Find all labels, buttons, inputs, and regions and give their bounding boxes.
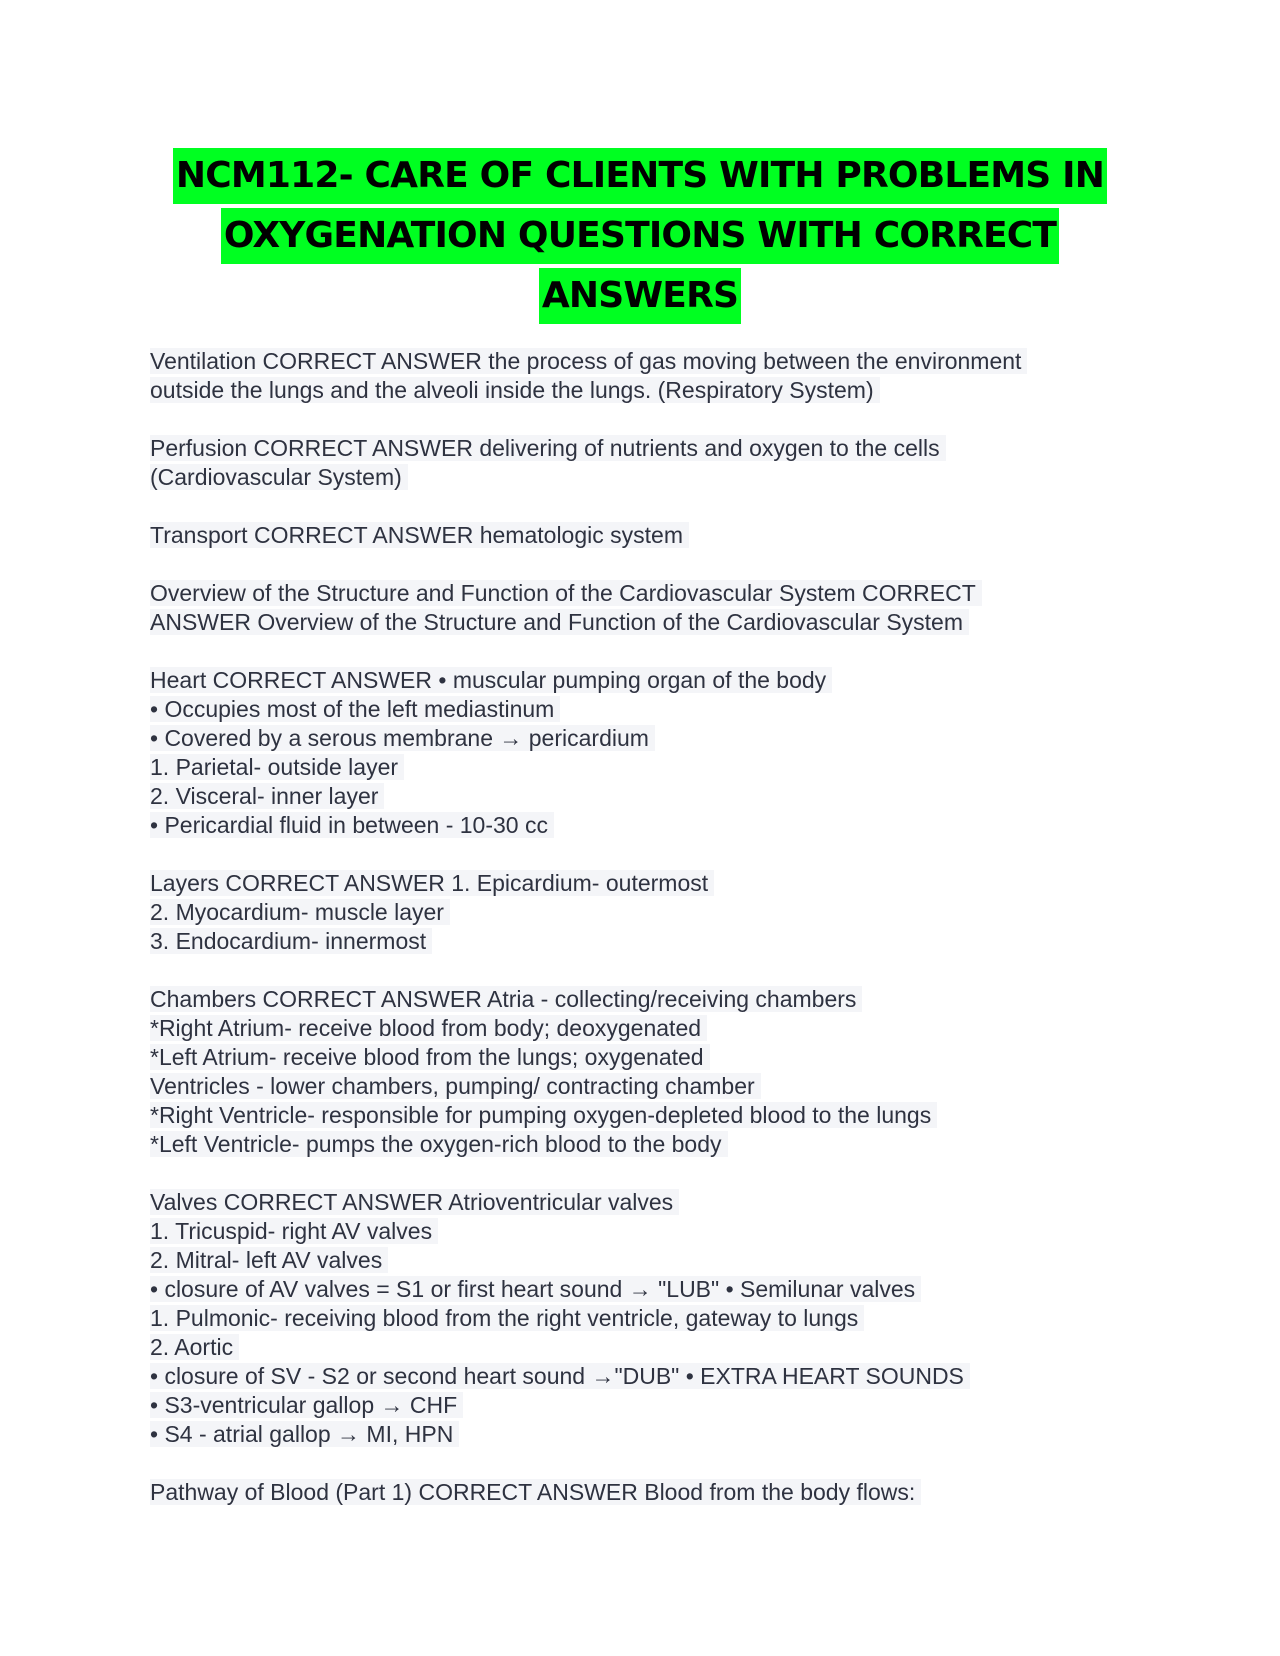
entry-line: • Covered by a serous membrane → pericardium — [150, 725, 655, 751]
entry-line: (Cardiovascular System) — [150, 464, 408, 490]
entry-heart — [150, 666, 1140, 840]
entry-line: *Right Ventricle- responsible for pumping oxygen-depleted blood to the lungs — [150, 1102, 937, 1128]
entry-line: 2. Aortic — [150, 1334, 239, 1360]
entry-line: Valves CORRECT ANSWER Atrioventricular valves — [150, 1189, 679, 1215]
entry-pathway-of-blood — [150, 1478, 1140, 1507]
entry-line: 2. Mitral- left AV valves — [150, 1247, 388, 1273]
entry-line: Transport CORRECT ANSWER hematologic system — [150, 522, 689, 548]
entry-line: ANSWER Overview of the Structure and Function of the Cardiovascular System — [150, 609, 969, 635]
entry-line: Perfusion CORRECT ANSWER delivering of nutrients and oxygen to the cells — [150, 435, 946, 461]
entry-valves — [150, 1188, 1140, 1449]
entry-line: Overview of the Structure and Function of the Cardiovascular System CORRECT — [150, 580, 982, 606]
entry-line: outside the lungs and the alveoli inside the lungs. (Respiratory System) — [150, 377, 880, 403]
entry-line: • S3-ventricular gallop → CHF — [150, 1392, 463, 1418]
entry-line: • S4 - atrial gallop → MI, HPN — [150, 1421, 459, 1447]
entry-line: 1. Pulmonic- receiving blood from the right ventricle, gateway to lungs — [150, 1305, 864, 1331]
entry-transport — [150, 521, 1140, 550]
entry-line: 1. Parietal- outside layer — [150, 754, 404, 780]
entry-line: 3. Endocardium- innermost — [150, 928, 432, 954]
title-line-1: NCM112- CARE OF CLIENTS WITH PROBLEMS IN — [173, 148, 1107, 204]
entry-line: 2. Myocardium- muscle layer — [150, 899, 450, 925]
entry-chambers — [150, 985, 1140, 1159]
entry-line: Ventilation CORRECT ANSWER the process of gas moving between the environment — [150, 348, 1027, 374]
title-line-3: ANSWERS — [539, 268, 741, 324]
entry-layers — [150, 869, 1140, 956]
entry-line: *Right Atrium- receive blood from body; deoxygenated — [150, 1015, 707, 1041]
entry-line: Layers CORRECT ANSWER 1. Epicardium- outermost — [150, 870, 714, 896]
entry-line: • closure of SV - S2 or second heart sound →"DUB" • EXTRA HEART SOUNDS — [150, 1363, 970, 1389]
title-line-2: OXYGENATION QUESTIONS WITH CORRECT — [221, 208, 1059, 264]
entry-line: *Left Ventricle- pumps the oxygen-rich blood to the body — [150, 1131, 728, 1157]
entry-line: • Occupies most of the left mediastinum — [150, 696, 560, 722]
entry-line: • Pericardial fluid in between - 10-30 cc — [150, 812, 554, 838]
entry-line: • closure of AV valves = S1 or first heart sound → "LUB" • Semilunar valves — [150, 1276, 921, 1302]
entry-perfusion — [150, 434, 1140, 492]
document-title — [150, 148, 1130, 328]
entry-line: *Left Atrium- receive blood from the lungs; oxygenated — [150, 1044, 710, 1070]
entry-line: Ventricles - lower chambers, pumping/ contracting chamber — [150, 1073, 761, 1099]
entry-ventilation — [150, 347, 1140, 405]
entry-line: 1. Tricuspid- right AV valves — [150, 1218, 438, 1244]
entry-line: Heart CORRECT ANSWER • muscular pumping organ of the body — [150, 667, 832, 693]
entry-line: Pathway of Blood (Part 1) CORRECT ANSWER Blood from the body flows: — [150, 1479, 921, 1505]
entry-line: Chambers CORRECT ANSWER Atria - collecting/receiving chambers — [150, 986, 862, 1012]
entry-overview — [150, 579, 1140, 637]
document-body — [150, 347, 1140, 1536]
entry-line: 2. Visceral- inner layer — [150, 783, 384, 809]
